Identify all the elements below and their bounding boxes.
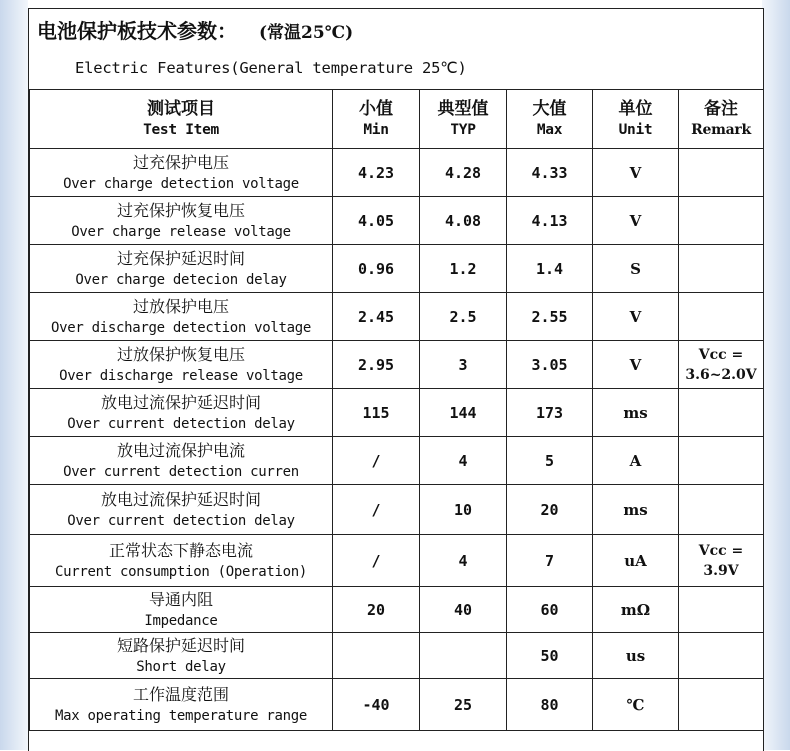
test-item-cell (30, 485, 333, 535)
item-cn: 过充保护延迟时间 (116, 248, 245, 268)
item-en: Short delay (136, 658, 226, 675)
right-background-shade (762, 0, 790, 750)
remark-cell (679, 389, 764, 437)
typ-cell (420, 633, 507, 679)
table-row (30, 633, 764, 679)
remark-line: 3.9V (703, 562, 739, 579)
spec-table (29, 89, 764, 731)
unit-cell: ℃ (593, 679, 679, 731)
header-cn: 单位 (618, 99, 653, 119)
typ-cell: 2.5 (420, 293, 507, 341)
unit-cell: uA (593, 535, 679, 587)
typ-cell: 4.28 (420, 149, 507, 197)
min-cell: 20 (333, 587, 420, 633)
min-cell: 4.05 (333, 197, 420, 245)
remark-cell (679, 587, 764, 633)
min-cell: / (333, 437, 420, 485)
remark-cell (679, 149, 764, 197)
title-chinese (37, 15, 353, 44)
test-item-cell (30, 293, 333, 341)
test-item-cell (30, 389, 333, 437)
remark-cell (679, 197, 764, 245)
test-item-cell (30, 633, 333, 679)
unit-cell: ms (593, 389, 679, 437)
min-cell: / (333, 485, 420, 535)
table-row (30, 535, 764, 587)
max-cell: 173 (507, 389, 593, 437)
header-test-item (30, 90, 333, 149)
header-en: Min (363, 122, 389, 138)
max-cell: 7 (507, 535, 593, 587)
min-cell: 2.45 (333, 293, 420, 341)
left-background-shade (0, 0, 28, 750)
test-item-cell (30, 149, 333, 197)
table-row (30, 389, 764, 437)
typ-cell: 4 (420, 535, 507, 587)
max-cell: 5 (507, 437, 593, 485)
remark-line: Vcc = (698, 346, 744, 363)
title-english: Electric Features(General temperature 25℃) (75, 59, 467, 77)
item-cn: 导通内阻 (148, 589, 213, 609)
test-item-cell (30, 341, 333, 389)
typ-cell: 40 (420, 587, 507, 633)
spec-table-body (30, 149, 764, 731)
header-cn: 备注 (704, 99, 738, 119)
max-cell: 2.55 (507, 293, 593, 341)
max-cell: 20 (507, 485, 593, 535)
min-cell: -40 (333, 679, 420, 731)
header-cn: 测试项目 (147, 99, 215, 119)
table-row (30, 437, 764, 485)
remark-cell (679, 245, 764, 293)
item-en: Over current detection delay (67, 415, 295, 432)
table-row (30, 245, 764, 293)
typ-cell: 4 (420, 437, 507, 485)
max-cell: 60 (507, 587, 593, 633)
header-en: Unit (618, 122, 653, 138)
item-en: Over current detection delay (67, 512, 295, 529)
min-cell (333, 633, 420, 679)
item-en: Over discharge detection voltage (50, 319, 312, 336)
item-cn: 过放保护电压 (132, 296, 229, 316)
table-row (30, 149, 764, 197)
item-cn: 放电过流保护延迟时间 (100, 489, 261, 509)
unit-cell: A (593, 437, 679, 485)
test-item-cell (30, 535, 333, 587)
header-en: Test Item (143, 122, 219, 138)
item-cn: 工作温度范围 (132, 684, 229, 704)
test-item-cell (30, 437, 333, 485)
unit-cell: V (593, 293, 679, 341)
header-en: Max (536, 122, 563, 138)
item-cn: 过放保护恢复电压 (116, 344, 245, 364)
typ-cell: 3 (420, 341, 507, 389)
remark-cell (679, 535, 764, 587)
item-en: Max operating temperature range (55, 707, 307, 724)
remark-cell (679, 341, 764, 389)
test-item-cell (30, 679, 333, 731)
max-cell: 4.13 (507, 197, 593, 245)
max-cell: 1.4 (507, 245, 593, 293)
item-en: Over discharge release voltage (59, 367, 303, 384)
header-unit (593, 90, 679, 149)
item-cn: 过充保护电压 (132, 152, 229, 172)
unit-cell: S (593, 245, 679, 293)
header-max (507, 90, 593, 149)
item-en: Current consumption (Operation) (55, 563, 307, 580)
header-en: TYP (450, 122, 476, 138)
table-row (30, 341, 764, 389)
min-cell: 2.95 (333, 341, 420, 389)
min-cell: 115 (333, 389, 420, 437)
max-cell: 3.05 (507, 341, 593, 389)
min-cell: 4.23 (333, 149, 420, 197)
test-item-cell (30, 197, 333, 245)
table-row (30, 587, 764, 633)
remark-line: 3.6~2.0V (685, 366, 757, 383)
item-cn: 正常状态下静态电流 (108, 540, 253, 560)
typ-cell: 10 (420, 485, 507, 535)
remark-cell (679, 293, 764, 341)
title-cn-condition: (常温25℃) (259, 23, 354, 43)
remark-cell (679, 437, 764, 485)
unit-cell: V (593, 197, 679, 245)
typ-cell: 25 (420, 679, 507, 731)
header-typ (420, 90, 507, 149)
item-cn: 过充保护恢复电压 (116, 200, 245, 220)
header-en: Remark (691, 122, 751, 138)
table-row (30, 485, 764, 535)
table-row (30, 679, 764, 731)
item-en: Over charge detecion delay (75, 271, 287, 288)
table-row (30, 197, 764, 245)
test-item-cell (30, 245, 333, 293)
header-cn: 典型值 (437, 99, 489, 119)
max-cell: 50 (507, 633, 593, 679)
header-cn: 大值 (532, 99, 567, 119)
test-item-cell (30, 587, 333, 633)
max-cell: 80 (507, 679, 593, 731)
remark-cell (679, 679, 764, 731)
header-cn: 小值 (359, 99, 393, 119)
table-row (30, 293, 764, 341)
typ-cell: 4.08 (420, 197, 507, 245)
title-cn-text: 电池保护板技术参数： (37, 19, 237, 43)
item-en: Over charge release voltage (71, 223, 291, 240)
unit-cell: us (593, 633, 679, 679)
item-cn: 放电过流保护电流 (116, 440, 245, 460)
header-row (30, 90, 764, 149)
remark-line: Vcc = (698, 542, 744, 559)
item-en: Over current detection curren (63, 463, 299, 480)
spec-sheet (28, 8, 764, 751)
typ-cell: 144 (420, 389, 507, 437)
remark-cell (679, 485, 764, 535)
max-cell: 4.33 (507, 149, 593, 197)
unit-cell: V (593, 341, 679, 389)
min-cell: 0.96 (333, 245, 420, 293)
item-cn: 短路保护延迟时间 (116, 635, 245, 655)
header-remark (679, 90, 764, 149)
item-en: Over charge detection voltage (63, 175, 299, 192)
min-cell: / (333, 535, 420, 587)
item-cn: 放电过流保护延迟时间 (100, 392, 261, 412)
unit-cell: mΩ (593, 587, 679, 633)
unit-cell: V (593, 149, 679, 197)
item-en: Impedance (144, 612, 218, 629)
remark-cell (679, 633, 764, 679)
typ-cell: 1.2 (420, 245, 507, 293)
unit-cell: ms (593, 485, 679, 535)
header-min (333, 90, 420, 149)
